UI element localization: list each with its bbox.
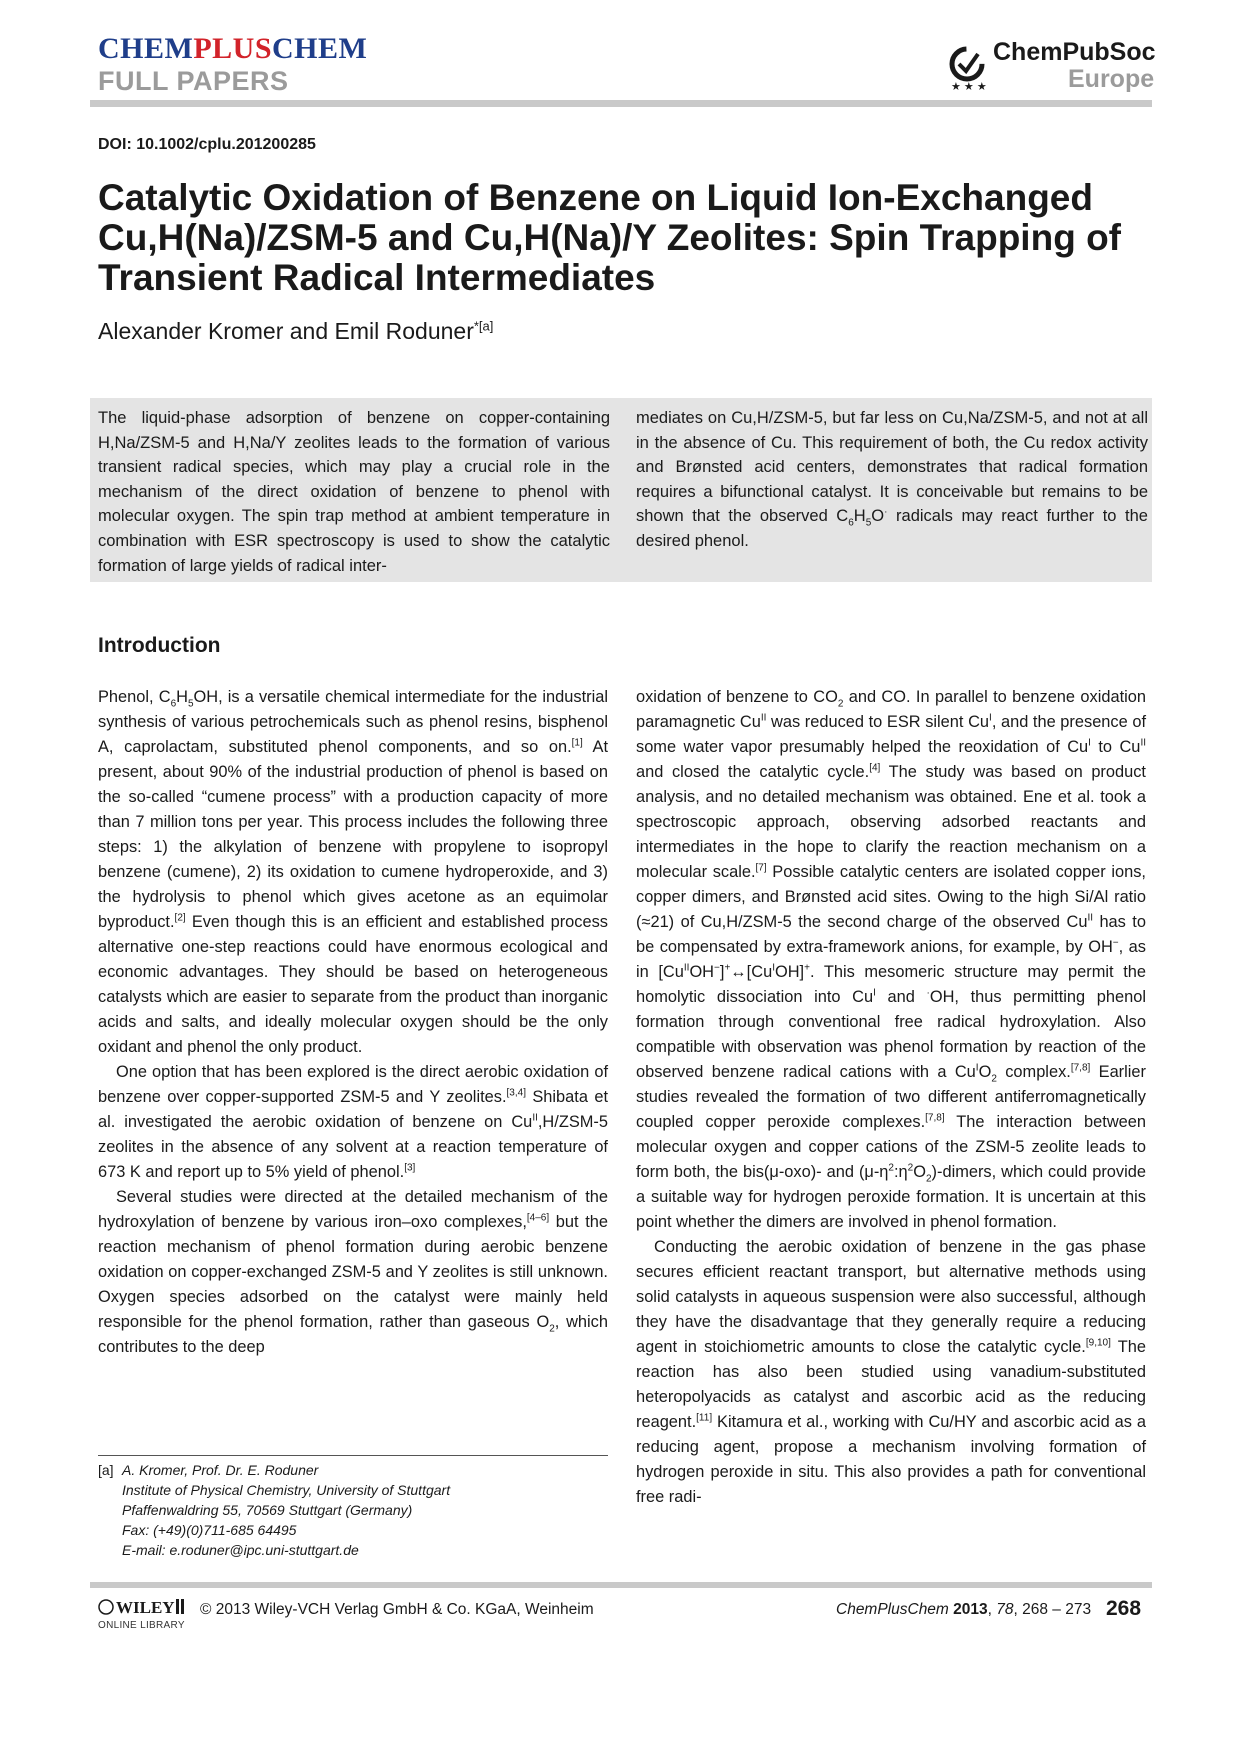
doi[interactable]: DOI: 10.1002/cplu.201200285 bbox=[98, 136, 316, 153]
footnote-label: [a] bbox=[98, 1462, 114, 1478]
citation-ref[interactable]: [11] bbox=[696, 1412, 713, 1424]
paragraph: Phenol, $C_6H_5OH$, is a versatile chemical intermediate for the industrial synthesis of various petrochemicals such as phenol resins, bisphenol A, caprolactam, substituted phenol components, and so on.[1] At present, about 90% of the industrial production of phenol is based on the so-called “cumene process” with a production capacity of more than 7 million tons per year. This process includes the following three steps: 1) the alkylation of benzene with propylene to isopropyl benzene (cumene), 2) its oxidation to cumene hydroperoxide, and 3) the hydrolysis to phenol which gives acetone as an equimolar byproduct.[2] Even though this is an efficient and established process alternative one-step reactions could have enormous ecological and economic advantages. They should be based on heterogeneous catalysts which are easier to separate from the product than inorganic acids and salts, and ideally molecular oxygen should be the only oxidant and phenol the only product. bbox=[98, 688, 609, 1056]
paragraph: oxidation of benzene to $CO_2$ and CO. In parallel to benzene oxidation paramagnetic $Cu^{II}$ was reduced to ESR silent $Cu^I$, and the presence of some water vapor presumably helped the reoxidation of $Cu^I$ to $Cu^{II}$ and closed the catalytic cycle.[4] The study was based on product analysis, and no detailed mechanism was obtained. Ene et al. took a spectroscopic approach, observing adsorbed reactants and intermediates in the hope to clarify the reaction mechanism on a molecular scale.[7] Possible catalytic centers are isolated copper ions, copper dimers, and Brønsted acid sites. Owing to the high Si/Al ratio (≈21) of Cu,H/ZSM-5 the second charge of the observed $Cu^{II}$ has to be compensated by extra-framework anions, for example, by OH−, as in $[Cu^{II}OH^-]^+\leftrightarrow[Cu^IOH]^+$. This mesomeric structure may permit the homolytic dissociation into $Cu^I$ and ·OH, thus permitting phenol formation through conventional free radical hydroxylation. Also compatible with observation was phenol formation by reaction of the observed benzene radical cations with a $Cu^IO_2$ complex.[7,8] Earlier studies revealed the formation of two different antiferromagnetically coupled copper peroxide complexes.[7,8] The interaction between molecular oxygen and copper cations of the ZSM-5 zeolite leads to form both, the bis(μ-oxo)- and $(\mu-\eta^2:\eta^2O_2)$-dimers, which could provide a suitable way for hydrogen peroxide formation. It is uncertain at this point whether the dimers are involved in phenol formation. bbox=[636, 688, 1147, 1231]
author-affiliation-mark: *[a] bbox=[473, 318, 494, 334]
paragraph: One option that has been explored is the direct aerobic oxidation of benzene over copper-supported ZSM-5 and Y zeolites.[3,4] Shibata et al. investigated the aerobic oxidation of benzene on $Cu^{II},H/ZSM-5$ zeolites in the absence of any solvent at a reaction temperature of 673 K and report up to 5% yield of phenol.[3] bbox=[98, 1063, 609, 1181]
citation-ref[interactable]: [7,8] bbox=[925, 1112, 945, 1124]
journal-citation: ChemPlusChem 2013, 78, 268 – 273 bbox=[836, 1601, 1092, 1618]
journal-name: CHEMPLUSCHEM bbox=[98, 32, 368, 65]
abstract-right-column: mediates on Cu,H/ZSM-5, but far less on Cu,Na/ZSM-5, and not at all in the absence of Cu. This requirement of both, the Cu redox activity and Brønsted acid centers, demonstrates that radical formation requires a bifunctional catalyst. It is conceivable but remains to be shown that the observed $C_6H_5O^\cdot$ radicals may react further to the desired phenol. bbox=[636, 409, 1148, 550]
article-title: Catalytic Oxidation of Benzene on Liquid Ion-Exchanged Cu,H(Na)/ZSM-5 and Cu,H(Na)/Y Zeolites: Spin Trapping of Transient Radical Intermediates bbox=[98, 177, 1121, 298]
citation-ref[interactable]: [9,10] bbox=[1085, 1337, 1111, 1349]
author-list: Alexander Kromer and Emil Roduner$^{*[a]}$ bbox=[98, 318, 494, 344]
page-number: 268 bbox=[1106, 1597, 1142, 1620]
publisher-library: ONLINE LIBRARY bbox=[98, 1620, 185, 1631]
citation-ref[interactable]: [7,8] bbox=[1070, 1062, 1091, 1074]
body-left-column bbox=[98, 685, 608, 1360]
journal-section: FULL PAPERS bbox=[98, 66, 289, 96]
copyright-notice: © 2013 Wiley-VCH Verlag GmbH & Co. KGaA, Weinheim bbox=[200, 1601, 594, 1618]
footer-rule bbox=[90, 1582, 1152, 1588]
header-rule bbox=[90, 100, 1152, 107]
society-region: Europe bbox=[1068, 65, 1155, 93]
citation-ref[interactable]: [4] bbox=[869, 762, 881, 774]
society-name: ChemPubSoc bbox=[993, 38, 1156, 66]
affiliation-footnote: [a] A. Kromer, Prof. Dr. E. Roduner Institute of Physical Chemistry, University of Stuttgart Pfaffenwaldring 55, 70569 Stuttgart (Germany) Fax: (+49)(0)711-685 64495 E-mail: e.roduner@ipc.uni-stuttgart.de bbox=[98, 1462, 451, 1558]
author-email[interactable]: E-mail: e.roduner@ipc.uni-stuttgart.de bbox=[122, 1542, 359, 1558]
abstract-left-column: The liquid-phase adsorption of benzene on copper-containing H,Na/ZSM-5 and H,Na/Y zeolites leads to the formation of various transient radical species, which may play a crucial role in the mechanism of the direct oxidation of benzene to phenol with molecular oxygen. The spin trap method at ambient temperature in combination with ESR spectroscopy is used to show the catalytic formation of large yields of radical inter- bbox=[98, 409, 610, 575]
section-heading-introduction: Introduction bbox=[98, 634, 221, 657]
footnote-rule bbox=[98, 1455, 608, 1456]
citation-ref[interactable]: [7] bbox=[755, 862, 767, 874]
citation-ref[interactable]: [4–6] bbox=[526, 1212, 550, 1224]
publisher-name: WILEY bbox=[116, 1598, 175, 1617]
citation-ref[interactable]: [3] bbox=[404, 1162, 416, 1174]
body-right-column bbox=[636, 685, 1146, 1510]
citation-ref[interactable]: [1] bbox=[571, 737, 583, 749]
citation-ref[interactable]: [3,4] bbox=[506, 1087, 526, 1099]
citation-ref[interactable]: [2] bbox=[174, 912, 186, 924]
paragraph: Conducting the aerobic oxidation of benzene in the gas phase secures efficient reactant transport, but alternative methods using solid catalysts in aqueous suspension were also successful, although they have the disadvantage that they generally require a reducing agent in stoichiometric amounts to close the catalytic cycle.[9,10] The reaction has also been studied using vanadium-substituted heteropolyacids as catalyst and ascorbic acid as the reducing reagent.[11] Kitamura et al., working with Cu/HY and ascorbic acid as a reducing agent, propose a mechanism involving formation of hydrogen peroxide in situ. This also provides a path for conventional free radi- bbox=[636, 1238, 1146, 1506]
paragraph: Several studies were directed at the detailed mechanism of the hydroxylation of benzene by various iron–oxo complexes,[4–6] but the reaction mechanism of phenol formation during aerobic benzene oxidation on copper-exchanged ZSM-5 and Y zeolites is still unknown. Oxygen species adsorbed on the catalyst were mainly held responsible for the phenol formation, rather than gaseous $O_2$, which contributes to the deep bbox=[98, 1188, 608, 1356]
svg-text:★ ★ ★: ★ ★ ★ bbox=[951, 81, 987, 93]
